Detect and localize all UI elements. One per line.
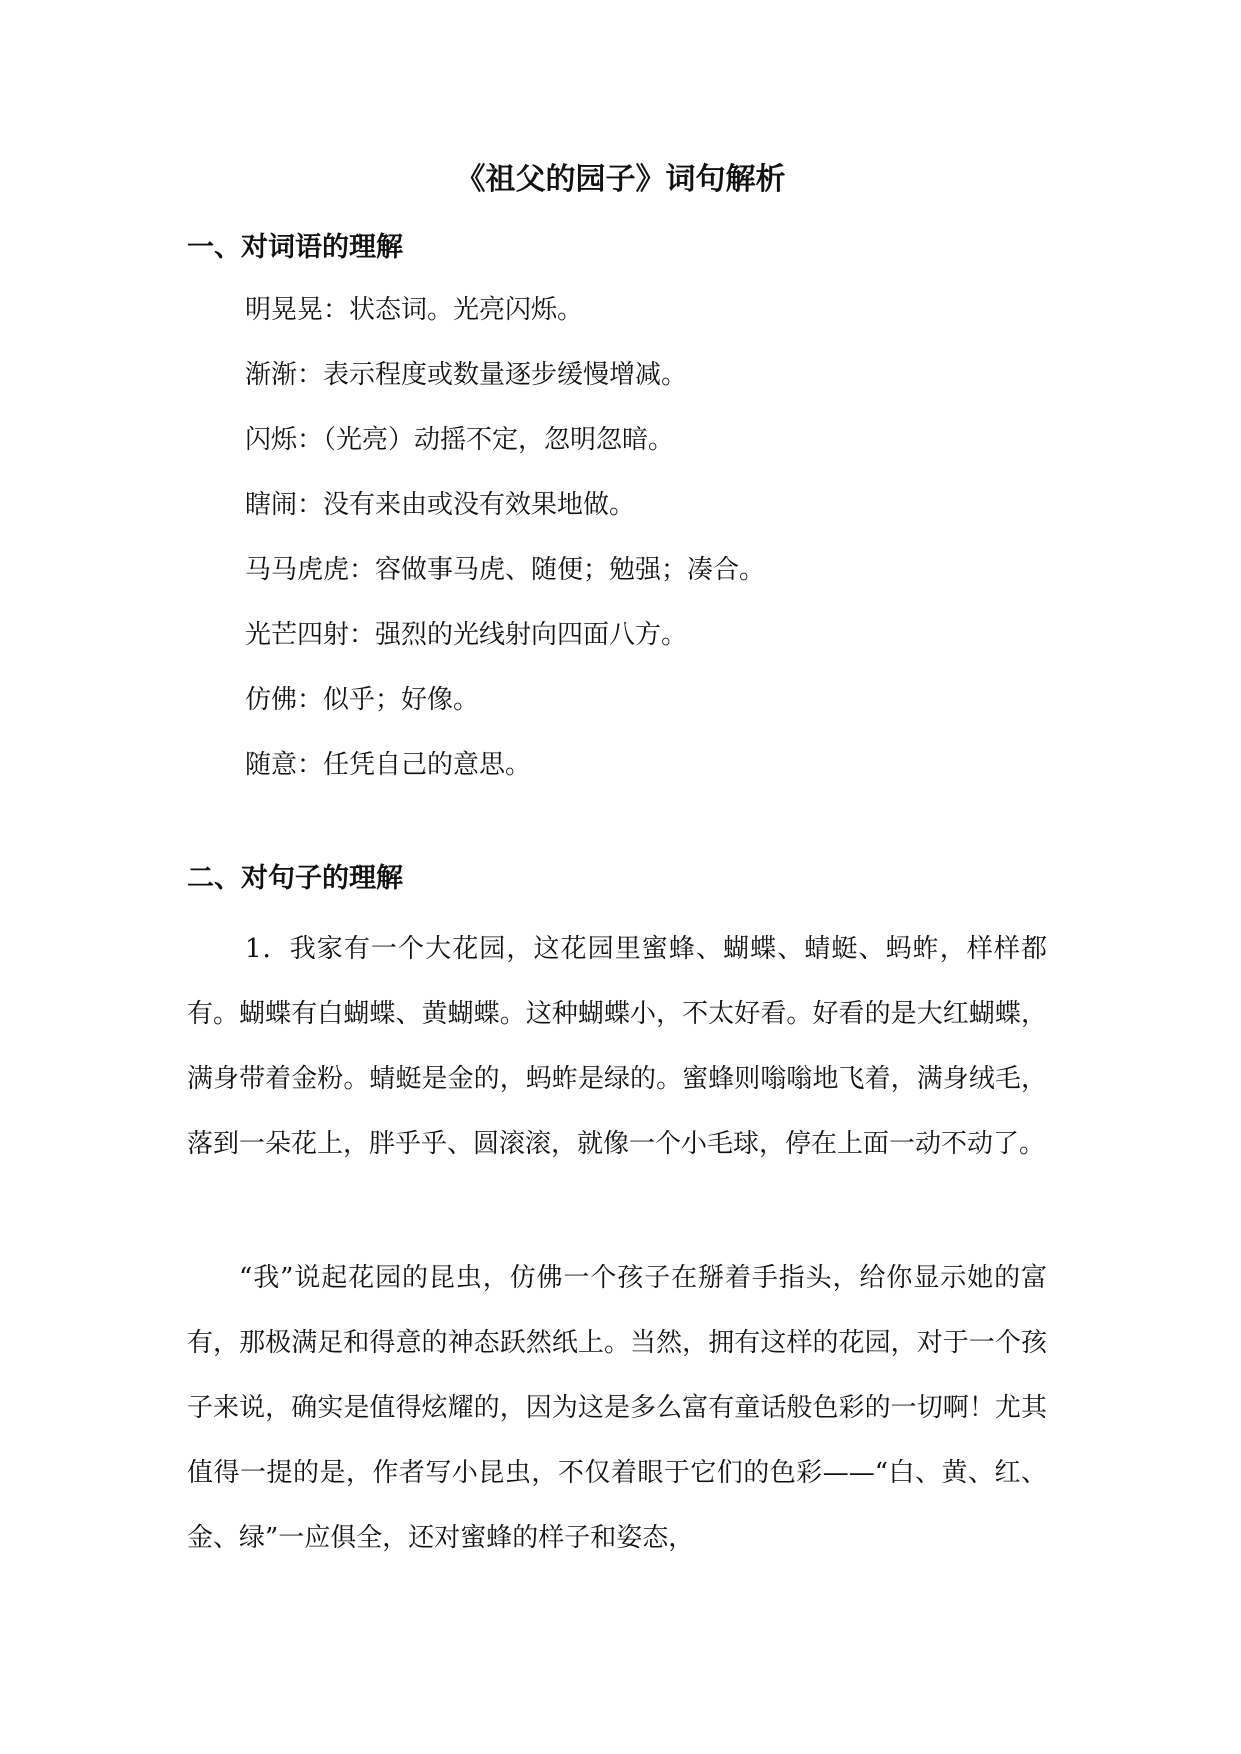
section-heading-sentences: 二、对句子的理解 (187, 863, 403, 894)
definition-item: 闪烁：（光亮）动摇不定，忽明忽暗。 (245, 425, 675, 455)
word-definitions-list (245, 292, 765, 812)
definition-item: 仿佛：似乎；好像。 (245, 685, 480, 715)
definition-item: 光芒四射：强烈的光线射向四面八方。 (245, 620, 688, 650)
paragraph-2-container (187, 1246, 1047, 1571)
definition-item: 马马虎虎：容做事马虎、随便；勉强；凑合。 (245, 555, 766, 585)
paragraph-1-container (187, 917, 1047, 1177)
definition-item: 明晃晃：状态词。光亮闪烁。 (245, 295, 584, 325)
definition-item: 渐渐：表示程度或数量逐步缓慢增减。 (245, 360, 688, 390)
definition-item: 瞎闹：没有来由或没有效果地做。 (245, 490, 636, 520)
paragraph-2: “我”说起花园的昆虫，仿佛一个孩子在掰着手指头，给你显示她的富有，那极满足和得意的神态跃然纸上。当然，拥有这样的花园，对于一个孩子来说，确实是值得炫耀的，因为这是多么富有童话般色彩的一切啊！尤其值得一提的是，作者写小昆虫，不仅着眼于它们的色彩——“白、黄、红、金、绿”一应俱全，还对蜜蜂的样子和姿态， (187, 1263, 1047, 1553)
definition-item: 随意：任凭自己的意思。 (245, 750, 532, 780)
document-title: 《祖父的园子》词句解析 (455, 162, 786, 197)
paragraph-1: 1．我家有一个大花园，这花园里蜜蜂、蝴蝶、蜻蜓、蚂蚱，样样都有。蝴蝶有白蝴蝶、黄蝴蝶。这种蝴蝶小，不太好看。好看的是大红蝴蝶，满身带着金粉。蜻蜓是金的，蚂蚱是绿的。蜜蜂则嗡嗡地飞着，满身绒毛，落到一朵花上，胖乎乎、圆滚滚，就像一个小毛球，停在上面一动不动了。 (187, 934, 1047, 1159)
section-heading-words: 一、对词语的理解 (187, 232, 403, 263)
